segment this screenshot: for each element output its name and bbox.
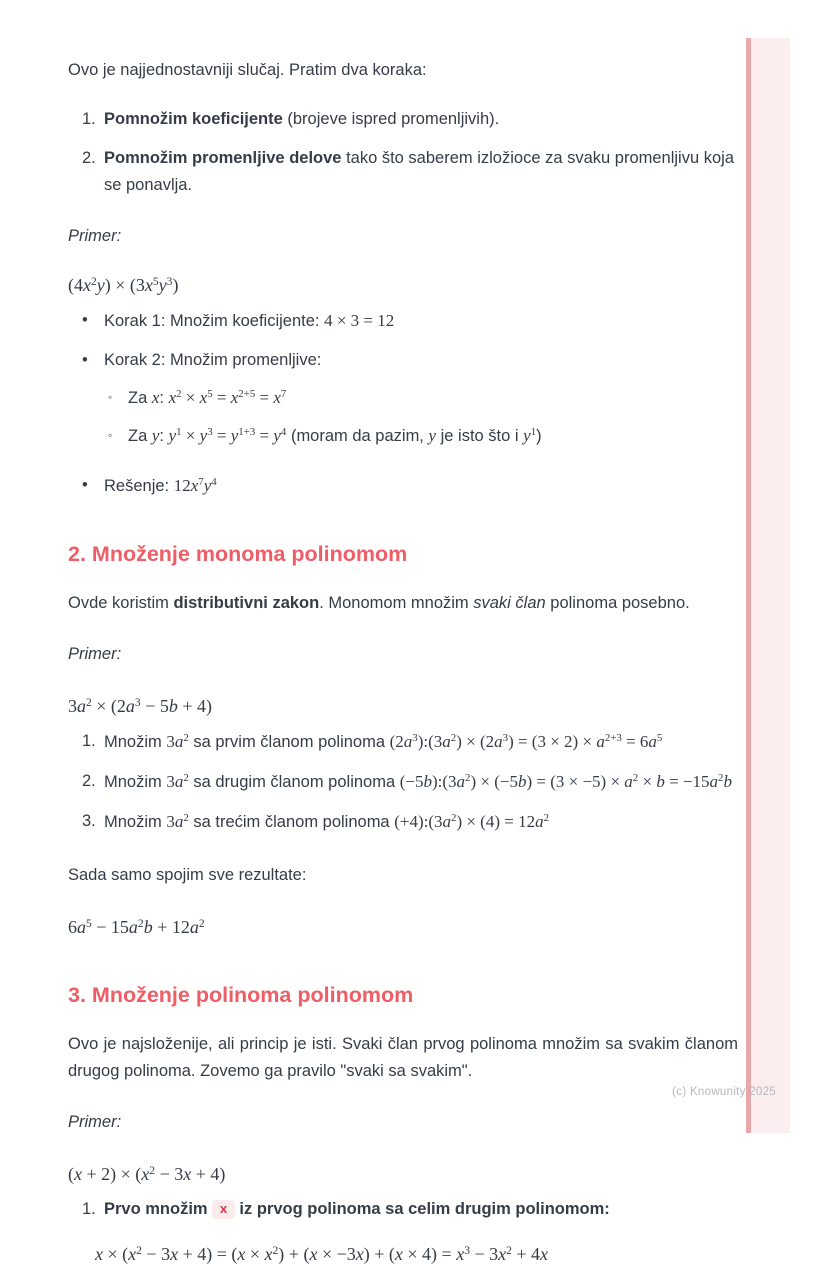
section-paragraph: Ovde koristim distributivni zakon. Monomom množim svaki član polinoma posebno. (68, 593, 690, 612)
intro-paragraph: Ovo je najjednostavniji slučaj. Pratim dva koraka: (68, 60, 427, 79)
bullet-icon: • (82, 475, 88, 494)
list-number: 2. (82, 771, 96, 790)
list-item (108, 384, 738, 412)
page-accent-bar (746, 38, 790, 1133)
distribution-steps-list (82, 728, 738, 836)
example-label: Primer: (68, 226, 122, 245)
list-item-text: Rešenje: $12x^7y^4$ (104, 475, 217, 495)
list-item-text: Pomnožim koeficijente (brojeve ispred promenljivih). (104, 109, 500, 128)
section-paragraph: Ovo je najsloženije, ali princip je isti. Svaki član prvog polinoma množim sa svakim članom drugog polinoma. Zovemo ga pravilo "svaki sa svakim". (68, 1034, 738, 1080)
list-item (82, 728, 738, 756)
list-number: 1. (82, 1199, 96, 1218)
list-item (82, 808, 738, 836)
list-item (82, 768, 738, 796)
sub-bullet-icon: ◦ (108, 427, 113, 442)
list-item (82, 145, 738, 199)
math-expression: $(x + 2) \times (x^2 - 3x + 4)$ (68, 1163, 226, 1184)
list-item (82, 307, 738, 335)
math-expression: $3a^2 \times (2a^3 - 5b + 4)$ (68, 695, 212, 716)
list-item (82, 1196, 738, 1223)
list-item (82, 106, 738, 133)
list-item-text: Pomnožim promenljive delove tako što saberem izložioce za svaku promenljivu koja se ponavlja. (104, 148, 734, 194)
math-expression: $(4x^2y) \times (3x^5y^3)$ (68, 274, 179, 295)
copyright-watermark: (c) Knowunity 2025 (672, 1086, 776, 1098)
sub-bullet-list (108, 384, 738, 460)
list-item-text: Množim $3a^2$ sa prvim članom polinoma $(2a^3):(3a^2) \times (2a^3) = (3 \times 2) \times a^{2+3} = 6a^5$ (104, 731, 663, 751)
list-item (108, 422, 738, 450)
example-label: Primer: (68, 1112, 122, 1131)
list-item-text: Množim $3a^2$ sa trećim članom polinoma $(+4):(3a^2) \times (4) = 12a^2$ (104, 811, 550, 831)
list-item-text: Korak 2: Množim promenljive: (104, 350, 322, 369)
bullet-icon: • (82, 310, 88, 329)
list-number: 3. (82, 811, 96, 830)
sub-bullet-icon: ◦ (108, 389, 113, 404)
list-number: 1. (82, 109, 96, 128)
list-item-text: Prvo množim x iz prvog polinoma sa celim drugim polinomom: (104, 1199, 610, 1218)
steps-bullet-list (82, 307, 738, 500)
list-item (82, 472, 738, 500)
example-label: Primer: (68, 644, 122, 663)
math-working-line: $x \times (x^2 - 3x + 4) = (x \times x^2) + (x \times -3x) + (x \times 4) = x^3 - 3x^2 + 4x$ (95, 1243, 549, 1264)
list-number: 2. (82, 148, 96, 167)
list-number: 1. (82, 731, 96, 750)
list-item-text: Za x: $x^2 \times x^5 = x^{2+5} = x^7$ (128, 387, 287, 407)
bullet-icon: • (82, 350, 88, 369)
list-item-text: Za y: $y^1 \times y^3 = y^{1+3} = y^4$ (moram da pazim, y je isto što i $y^1$) (128, 425, 542, 445)
section-heading-polinom-polinom: 3. Množenje polinoma polinomom (68, 982, 414, 1007)
join-results-text: Sada samo spojim sve rezultate: (68, 865, 307, 884)
polynomial-steps-list (82, 1196, 738, 1223)
list-item-text: Množim $3a^2$ sa drugim članom polinoma $(-5b):(3a^2) \times (-5b) = (3 \times -5) \times a^2 \times b = -15a^2b$ (104, 771, 732, 791)
list-item-text: Korak 1: Množim koeficijente: 4 × 3 = 12 (104, 310, 395, 330)
list-item (82, 347, 738, 460)
section-heading-monom-polinom: 2. Množenje monoma polinomom (68, 541, 408, 566)
inline-code-x: x (212, 1200, 236, 1219)
intro-steps-list (82, 106, 738, 199)
math-result: $6a^5 - 15a^2b + 12a^2$ (68, 916, 205, 937)
document-body (68, 0, 738, 1268)
